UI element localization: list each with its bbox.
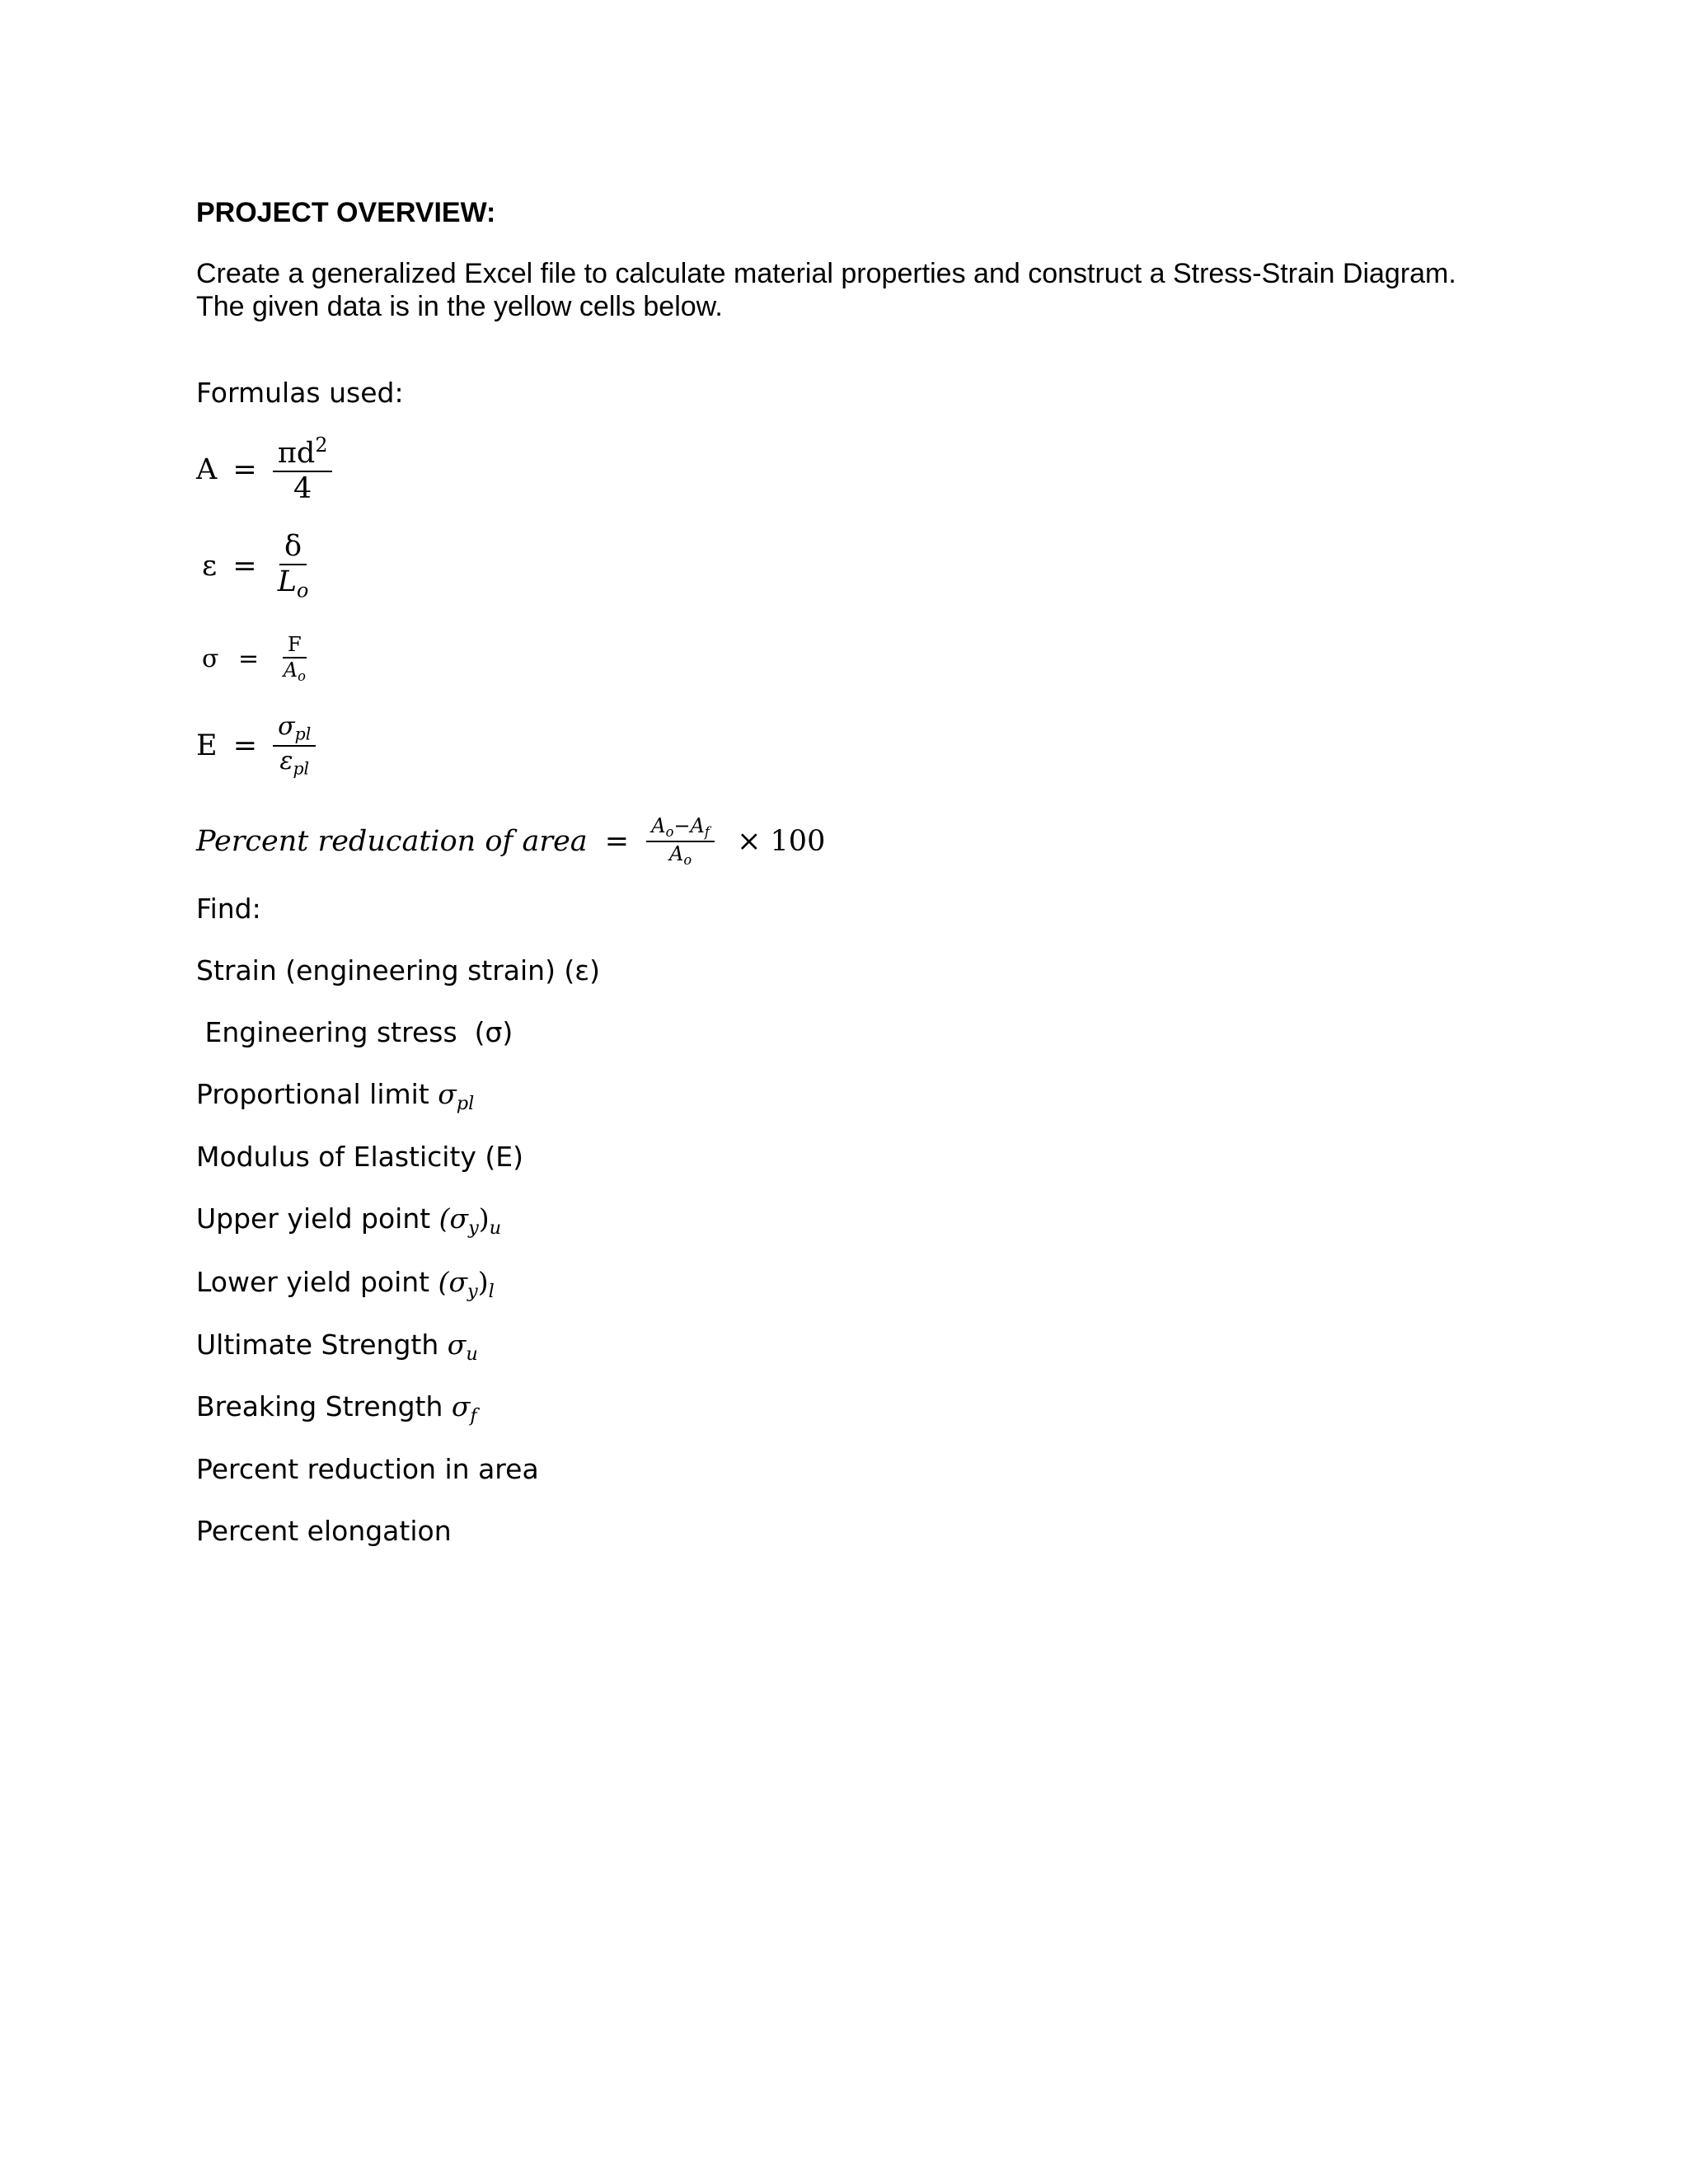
find-item-label: Ultimate Strength [196, 1329, 448, 1361]
formula-reduction-num-sub2: f [704, 824, 710, 841]
formula-reduction [196, 816, 825, 868]
formula-reduction-num-sub: o [665, 824, 674, 841]
formula-modulus [196, 714, 316, 778]
sigma-symbol: σ [451, 1390, 471, 1422]
find-item-label: Upper yield point [196, 1202, 439, 1235]
find-item-percent-reduction-area: Percent reduction in area [196, 1453, 539, 1485]
formula-strain-den-sub: o [297, 579, 309, 602]
formula-stress-fraction [279, 635, 311, 684]
sigma-symbol: σ [438, 1078, 457, 1110]
formula-stress [202, 635, 311, 684]
symbol-subscript: y [468, 1217, 479, 1240]
formula-modulus-num-sub: pl [294, 724, 312, 744]
formula-strain [202, 532, 313, 601]
equals-sign: = [604, 825, 630, 859]
formula-stress-denominator: A [283, 658, 298, 682]
intro-line-2: The given data is in the yellow cells below. [196, 291, 723, 322]
formula-area-denominator: 4 [293, 471, 312, 505]
formula-stress-lhs: σ [202, 644, 219, 674]
formula-stress-den-sub: o [298, 668, 306, 685]
formula-area-exponent: 2 [315, 434, 328, 457]
formula-strain-denominator: L [277, 565, 297, 598]
formula-area-fraction [273, 435, 333, 504]
formula-reduction-tail: × 100 [737, 825, 826, 859]
find-label: Find: [196, 893, 261, 925]
formula-area-numerator: πd [277, 437, 316, 471]
find-item-lower-yield [196, 1266, 495, 1302]
equals-sign: = [232, 729, 258, 762]
equals-sign: = [232, 452, 257, 486]
formula-modulus-den-sub: pl [293, 758, 310, 779]
formula-modulus-fraction [273, 714, 316, 778]
sigma-symbol: σ [447, 1329, 467, 1361]
symbol-subscript: u [466, 1343, 478, 1366]
find-item-label: Proportional limit [196, 1078, 438, 1110]
formula-reduction-num-a: A [651, 814, 666, 837]
formula-strain-lhs: ε [202, 550, 218, 583]
find-item-breaking-strength [196, 1390, 477, 1427]
equals-sign: = [238, 644, 260, 674]
formula-strain-numerator: δ [279, 532, 307, 565]
find-item-modulus: Modulus of Elasticity (E) [196, 1141, 523, 1173]
symbol-subscript-outer: u [489, 1217, 502, 1240]
equals-sign: = [232, 550, 257, 583]
find-item-label: Lower yield point [196, 1266, 438, 1298]
sigma-symbol: (σ [438, 1202, 469, 1235]
formula-modulus-denominator: ε [279, 746, 293, 776]
find-item-proportional-limit [196, 1078, 474, 1114]
symbol-subscript: pl [456, 1093, 475, 1115]
page-title: PROJECT OVERVIEW: [196, 197, 496, 228]
find-item-percent-elongation: Percent elongation [196, 1515, 452, 1547]
symbol-subscript: f [470, 1405, 477, 1427]
find-item-label: Breaking Strength [196, 1390, 452, 1422]
formula-area [196, 435, 332, 504]
find-item-ultimate-strength [196, 1329, 478, 1365]
find-item-upper-yield [196, 1202, 501, 1239]
formula-reduction-fraction [646, 816, 715, 868]
formula-strain-fraction [273, 532, 314, 601]
formula-modulus-numerator: σ [278, 712, 295, 741]
formula-reduction-denominator: A [669, 842, 684, 866]
symbol-subscript: y [467, 1281, 478, 1303]
intro-paragraph [196, 257, 1456, 323]
find-item-strain: Strain (engineering strain) (ε) [196, 954, 601, 987]
formula-reduction-den-sub: o [683, 852, 692, 869]
intro-line-1: Create a generalized Excel file to calculate material properties and construct a Stress-Strain Diagram. [196, 258, 1456, 289]
formula-area-lhs: A [196, 452, 218, 486]
sigma-symbol: (σ [438, 1266, 468, 1298]
find-item-stress: Engineering stress (σ) [196, 1016, 513, 1048]
formula-reduction-num-minus: −A [673, 814, 705, 837]
formula-modulus-lhs: E [196, 729, 218, 762]
formula-reduction-lhs: Percent reducation of area [196, 825, 588, 859]
formulas-label: Formulas used: [196, 377, 404, 409]
formula-stress-numerator: F [283, 635, 307, 658]
closing-paren: ) [477, 1266, 489, 1298]
symbol-subscript-outer: l [488, 1281, 495, 1303]
closing-paren: ) [478, 1202, 490, 1235]
